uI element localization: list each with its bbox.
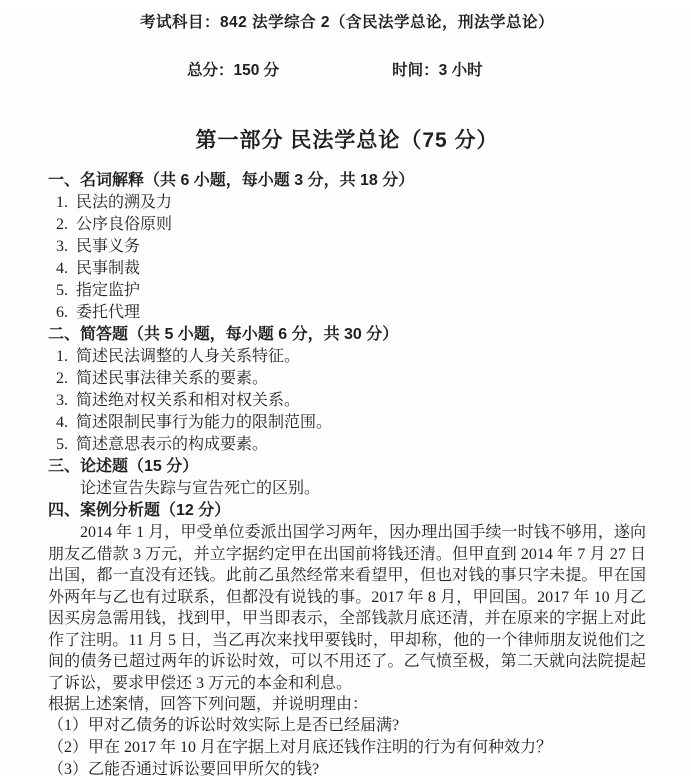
case-question: （2）甲在 2017 年 10 月在字据上对月底还钱作注明的行为有何种效力？ <box>48 739 553 756</box>
section-heading: 四、案例分析题（12 分） <box>48 502 231 519</box>
question-item: 1. 民法的溯及力 <box>56 194 173 211</box>
total-score-label: 总分：150 分 <box>187 62 280 79</box>
exam-duration-label: 时间：3 小时 <box>392 62 483 79</box>
exam-subject-line: 考试科目：842 法学综合 2（含民法学总论，刑法学总论） <box>139 14 555 31</box>
question-item: 3. 简述绝对权关系和相对权关系。 <box>56 392 301 409</box>
question-item: 3. 民事义务 <box>56 238 141 255</box>
section-case-analysis <box>48 500 646 781</box>
essay-prompt: 论述宣告失踪与宣告死亡的区别。 <box>80 480 321 497</box>
section-heading: 三、论述题（15 分） <box>48 458 199 475</box>
case-instruction: 根据上述案情，回答下列问题，并说明理由： <box>48 696 369 713</box>
case-question: （1）甲对乙债务的诉讼时效实际上是否已经届满? <box>48 717 400 734</box>
case-facts-paragraph: 2014 年 1 月，甲受单位委派出国学习两年，因办理出国手续一时钱不够用，遂向朋友乙借款 3 万元，并立字据约定甲在出国前将钱还清。但甲直到 2014 年 7 月 27 日出国，都一直没有还钱。此前乙虽然经常来看望甲，但也对钱的事只字未提。甲在国外两年与乙也有过联系，但都没有说钱的事。2017 年 8 月，甲回国。2017 年 10 月乙因买房急需用钱，找到甲，甲当即表示，全部钱款月底还清，并在原来的字据上对此作了注明。11 月 5 日，当乙再次来找甲要钱时，甲却称，他的一个律师朋友说他们之间的债务已超过两年的诉讼时效，可以不用还了。乙气愤至极，第二天就向法院提起了诉讼，要求甲偿还 3 万元的本金和利息。 <box>48 524 646 692</box>
part-title: 第一部分 民法学总论（75 分） <box>195 129 499 152</box>
section-noun-definitions <box>48 170 646 324</box>
question-item: 4. 民事制裁 <box>56 260 141 277</box>
section-essay <box>48 456 646 500</box>
question-item: 6. 委托代理 <box>56 304 141 321</box>
section-short-answer <box>48 324 646 456</box>
question-item: 5. 指定监护 <box>56 282 141 299</box>
question-item: 1. 简述民法调整的人身关系特征。 <box>56 348 301 365</box>
section-heading: 二、简答题（共 5 小题，每小题 6 分，共 30 分） <box>48 326 399 343</box>
section-heading: 一、名词解释（共 6 小题，每小题 3 分，共 18 分） <box>48 172 415 189</box>
case-question: （3）乙能否通过诉讼要回甲所欠的钱? <box>48 761 320 778</box>
question-item: 2. 简述民事法律关系的要素。 <box>56 370 269 387</box>
question-item: 5. 简述意思表示的构成要素。 <box>56 436 269 453</box>
exam-paper-page <box>0 12 691 778</box>
question-item: 2. 公序良俗原则 <box>56 216 173 233</box>
exam-meta-line <box>187 60 646 82</box>
question-item: 4. 简述限制民事行为能力的限制范围。 <box>56 414 333 431</box>
